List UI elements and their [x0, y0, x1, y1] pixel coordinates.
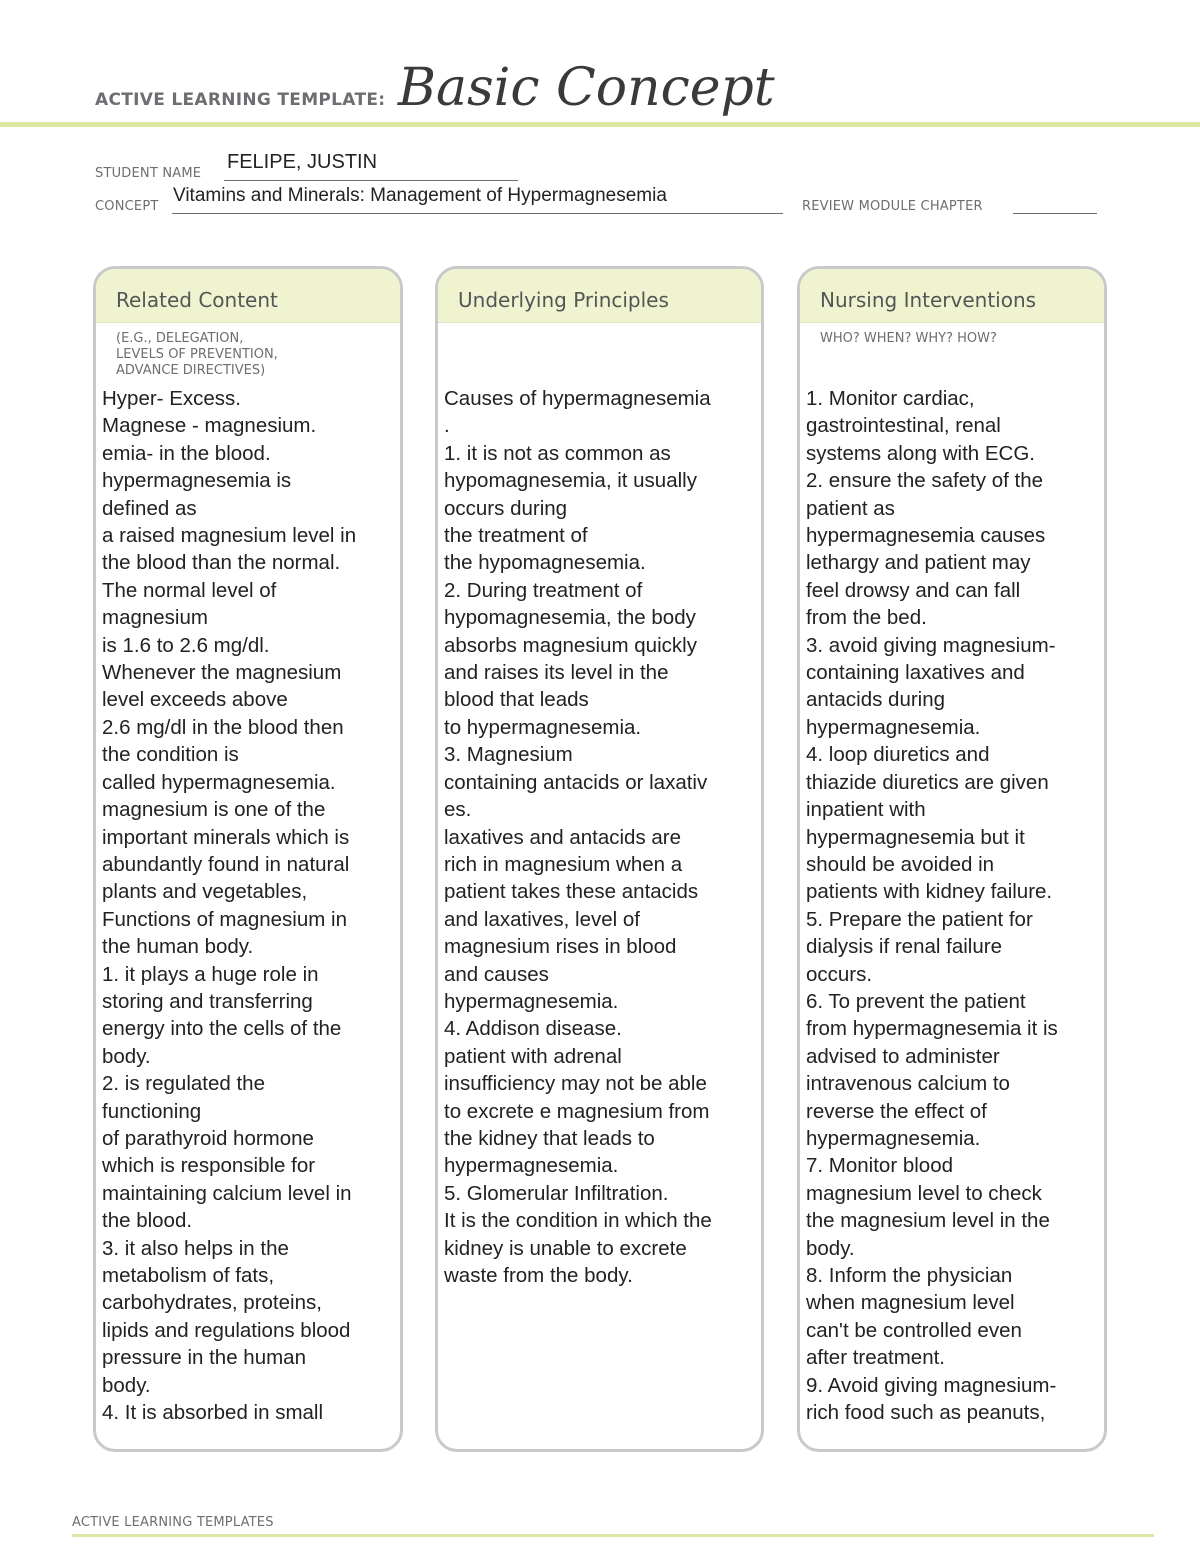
related-content-body: Hyper- Excess. Magnese - magnesium. emia- in the blood. hypermagnesemia is defined as a raised magnesium level in the blood than the normal. The normal level of magnesium is 1.6 to 2.6 mg/dl. Whenever the magnesium level exceeds above 2.6 mg/dl in the blood then the condition is called hypermagnesemia. magnesium is one of the important minerals which is abundantly found in natural plants and vegetables, Functions of magnesium in the human body. 1. it plays a huge role in storing and transferring energy into the cells of the body. 2. is regulated the functioning of parathyroid hormone which is responsible for maintaining calcium level in the blood. 3. it also helps in the metabolism of fats, carbohydrates, proteins, lipids and regulations blood pressure in the human body. 4. It is absorbed in small — [102, 387, 357, 1425]
review-module-underline — [1013, 213, 1097, 214]
underlying-principles-heading: Underlying Principles — [438, 269, 761, 323]
template-label: ACTIVE LEARNING TEMPLATE: — [95, 90, 386, 110]
footer-label: ACTIVE LEARNING TEMPLATES — [72, 1515, 274, 1530]
concept-underline — [172, 213, 783, 214]
related-content-subtitle: (E.G., DELEGATION, LEVELS OF PREVENTION, ADVANCE DIRECTIVES) — [116, 331, 278, 378]
review-module-label: REVIEW MODULE CHAPTER — [802, 199, 983, 214]
underlying-principles-body: Causes of hypermagnesemia . 1. it is not as common as hypomagnesemia, it usually occurs during the treatment of the hypomagnesemia. 2. During treatment of hypomagnesemia, the body absorbs magnesium quickly and raises its level in the blood that leads to hypermagnesemia. 3. Magnesium containing antacids or laxativ es. laxatives and antacids are rich in magnesium when a patient takes these antacids and laxatives, level of magnesium rises in blood and causes hypermagnesemia. 4. Addison disease. patient with adrenal insufficiency may not be able to excrete e magnesium from the kidney that leads to hypermagnesemia. 5. Glomerular Infiltration. It is the condition in which the kidney is unable to excrete waste from the body. — [444, 387, 712, 1287]
related-content-heading: Related Content — [96, 269, 400, 323]
nursing-interventions-panel — [797, 266, 1107, 1452]
student-name-value: FELIPE, JUSTIN — [227, 151, 378, 173]
nursing-interventions-heading: Nursing Interventions — [800, 269, 1104, 323]
header-title — [95, 58, 775, 118]
footer-divider — [72, 1534, 1154, 1537]
page-title: Basic Concept — [397, 58, 775, 118]
underlying-principles-panel — [435, 266, 764, 1452]
underlying-principles-subtitle — [438, 323, 761, 385]
concept-label: CONCEPT — [95, 199, 159, 214]
related-content-panel — [93, 266, 403, 1452]
nursing-interventions-subtitle: WHO? WHEN? WHY? HOW? — [820, 331, 997, 346]
student-name-underline — [224, 180, 518, 181]
header-divider — [0, 122, 1200, 127]
nursing-interventions-body: 1. Monitor cardiac, gastrointestinal, renal systems along with ECG. 2. ensure the safety of the patient as hypermagnesemia causes lethargy and patient may feel drowsy and can fall from the bed. 3. avoid giving magnesium- containing laxatives and antacids during hypermagnesemia. 4. loop diuretics and thiazide diuretics are given inpatient with hypermagnesemia but it should be avoided in patients with kidney failure. 5. Prepare the patient for dialysis if renal failure occurs. 6. To prevent the patient from hypermagnesemia it is advised to administer intravenous calcium to reverse the effect of hypermagnesemia. 7. Monitor blood magnesium level to check the magnesium level in the body. 8. Inform the physician when magnesium level can't be controlled even after treatment. 9. Avoid giving magnesium- rich food such as peanuts, — [806, 387, 1058, 1425]
concept-value: Vitamins and Minerals: Management of Hypermagnesemia — [173, 185, 667, 206]
student-name-label: STUDENT NAME — [95, 166, 202, 181]
